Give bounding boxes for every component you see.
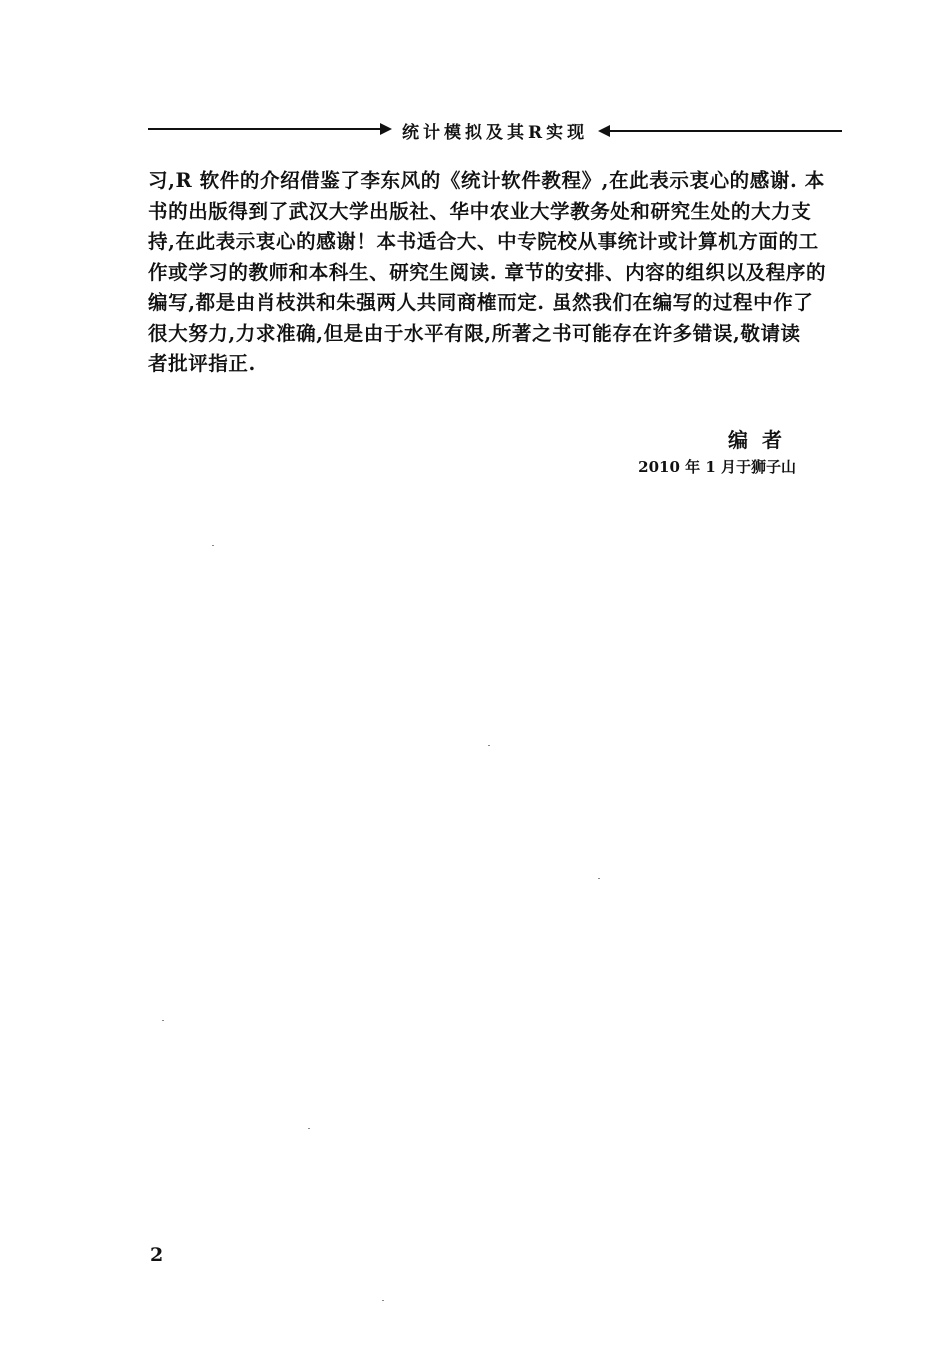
scan-speck bbox=[212, 545, 214, 546]
scan-speck bbox=[162, 1020, 164, 1021]
paragraph-line: 书的出版得到了武汉大学出版社、华中农业大学教务处和研究生处的大力支 bbox=[148, 199, 812, 223]
scan-speck bbox=[308, 1128, 310, 1129]
header-rule-right bbox=[604, 130, 842, 132]
body-paragraph bbox=[148, 166, 848, 380]
page-number: 2 bbox=[150, 1244, 164, 1266]
header-arrow-left-icon bbox=[380, 123, 392, 135]
scan-speck bbox=[598, 878, 600, 879]
paragraph-line: 习,R 软件的介绍借鉴了李东风的《统计软件教程》,在此表示衷心的感谢. 本 bbox=[148, 169, 825, 192]
scan-speck bbox=[382, 1300, 384, 1301]
paragraph-line: 编写,都是由肖枝洪和朱强两人共同商榷而定. 虽然我们在编写的过程中作了 bbox=[148, 291, 814, 314]
scan-speck bbox=[488, 745, 490, 746]
paragraph-line: 很大努力,力求准确,但是由于水平有限,所著之书可能存在许多错误,敬请读 bbox=[148, 321, 801, 345]
header-rule-left bbox=[148, 128, 386, 130]
paragraph-line: 者批评指正. bbox=[148, 352, 256, 375]
paragraph-line: 作或学习的教师和本科生、研究生阅读. 章节的安排、内容的组织以及程序的 bbox=[148, 260, 827, 284]
paragraph-line: 持,在此表示衷心的感谢！本书适合大、中专院校从事统计或计算机方面的工 bbox=[148, 230, 819, 253]
signature-author: 编者 bbox=[728, 428, 796, 452]
running-header bbox=[148, 116, 842, 142]
signature-date: 2010 年 1 月于狮子山 bbox=[638, 458, 796, 476]
header-title: 统计模拟及其R实现 bbox=[402, 123, 589, 143]
